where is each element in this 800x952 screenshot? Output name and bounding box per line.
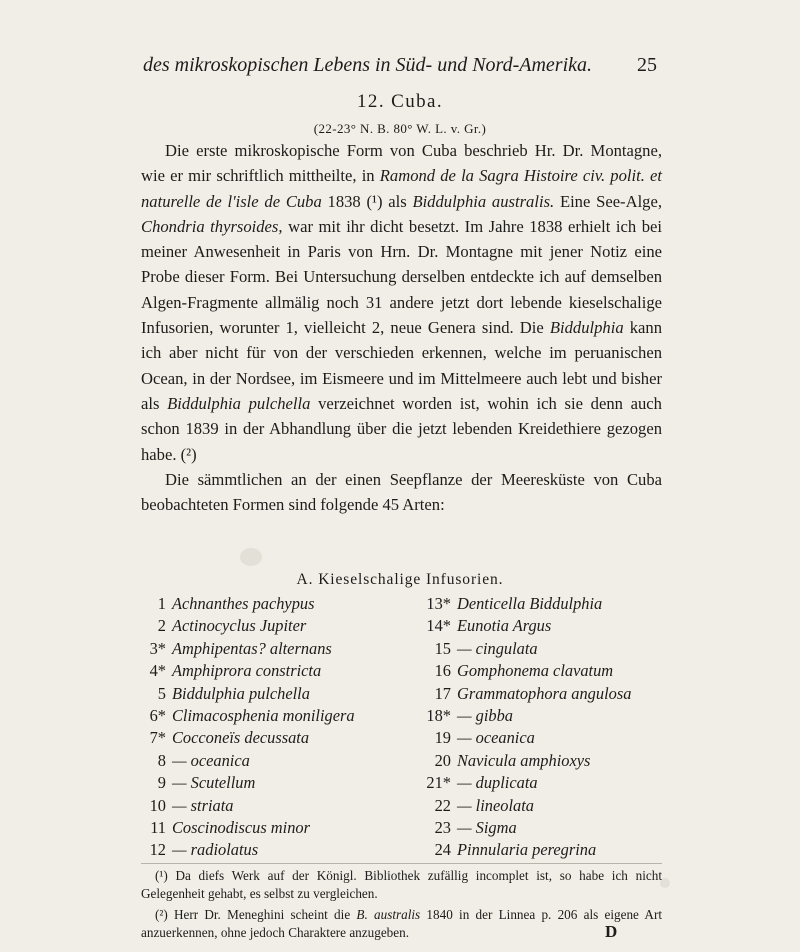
list-item: 12 — radiolatus	[149, 840, 259, 860]
list-item: 16 Gomphonema clavatum	[434, 661, 614, 681]
list-heading: A. Kieselschalige Infusorien.	[296, 571, 504, 588]
list-item: 7* Cocconeïs decussata	[149, 728, 310, 748]
list-item: 21* — duplicata	[426, 773, 538, 793]
page-header	[127, 54, 657, 84]
footnote-1: (¹) Da diefs Werk auf der Königl. Bibliothek zufällig incomplet ist, so habe ich nicht Gelegenheit gehabt, es selbst zu vergleichen.	[141, 868, 662, 901]
list-item: 13* Denticella Biddulphia	[426, 594, 603, 613]
footnotes	[141, 867, 662, 945]
body-text	[141, 138, 662, 517]
paragraph-2: Die sämmtlichen an der einen Seepflanze der Meeresküste von Cuba beobachteten Formen sind folgende 45 Arten:	[141, 469, 662, 515]
paragraph-1: Die erste mikroskopische Form von Cuba beschrieb Hr. Dr. Montagne, wie er mir schriftlich mittheilte, in Ramond de la Sagra Histoire civ. polit. et naturelle de l'isle de Cuba 1838 (¹) als Biddulphia australis. Eine See-Alge, Chondria thyrsoides, war mit ihr dicht besetzt. Im Jahre 1838 erhielt ich bei meiner Anwesenheit in Paris von Hrn. Dr. Montagne mit jener Notiz eine Probe dieser Form. Bei Untersuchung derselben entdeckte ich auf demselben Algen-Fragmente allmälig noch 31 andere jetzt dort lebende kieselschalige Infusorien, worunter 1, vielleicht 2, neue Genera sind. Die Biddulphia kann ich aber nicht für von der verschieden erkennen, welche im peruanischen Ocean, in der Nordsee, im Eismeere und im Mittelmeere auch lebt und bisher als Biddulphia pulchella verzeichnet worden ist, wohin ich sie denn auch schon 1839 in der Abhandlung über die jetzt lebenden Kreidethiere gezogen habe. (²)	[141, 141, 662, 464]
list-item: 24 Pinnularia peregrina	[434, 840, 597, 860]
list-item: 4* Amphiprora constricta	[149, 661, 322, 681]
footnote-2: (²) Herr Dr. Meneghini scheint die B. australis 1840 in der Linnea p. 206 als eigene Art anzuerkennen, ohne jedoch Charaktere anzugeben.	[141, 907, 662, 940]
page-number: 25	[637, 54, 657, 76]
list-item: 1 Achnanthes pachypus	[157, 594, 315, 613]
list-item: 18* — gibba	[426, 705, 514, 725]
list-item: 10 — striata	[149, 795, 234, 815]
list-item: 3* Amphipentas? alternans	[149, 638, 332, 658]
list-item: 11 Coscinodiscus minor	[150, 817, 310, 837]
list-item: 19 — oceanica	[434, 728, 535, 748]
list-item: 17 Grammatophora angulosa	[434, 683, 632, 703]
paper-stain	[240, 548, 262, 566]
list-item: 2 Actinocyclus Jupiter	[157, 616, 307, 636]
footnote-rule	[141, 863, 662, 864]
list-item: 5 Biddulphia pulchella	[157, 683, 310, 703]
list-item: 8 — oceanica	[157, 750, 250, 770]
list-item: 22 — lineolata	[434, 795, 534, 815]
section-title: 12. Cuba.	[357, 91, 443, 112]
list-item: 15 — cingulata	[434, 638, 538, 658]
section-coordinates: (22-23° N. B. 80° W. L. v. Gr.)	[313, 121, 487, 136]
running-title: des mikroskopischen Lebens in Süd- und Nord-Amerika.	[143, 54, 593, 76]
species-list-right	[419, 593, 669, 862]
list-item: 6* Climacosphenia moniligera	[149, 705, 355, 725]
printer-signature-mark: D	[605, 922, 618, 941]
list-item: 23 — Sigma	[434, 817, 517, 837]
list-item: 14* Eunotia Argus	[426, 616, 552, 636]
species-list-left	[138, 593, 398, 862]
list-item: 20 Navicula amphioxys	[434, 750, 591, 770]
list-item: 9 — Scutellum	[157, 773, 256, 793]
